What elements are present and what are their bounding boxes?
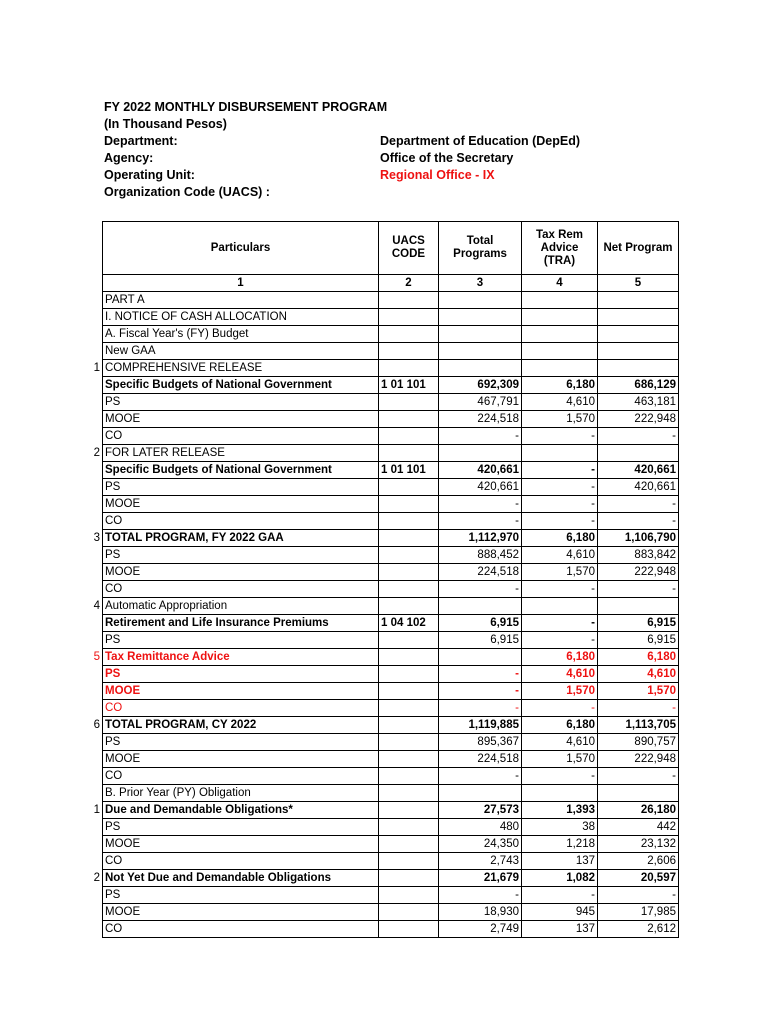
table-row <box>103 921 679 938</box>
net-program-cell: - <box>598 700 679 717</box>
tra-cell: - <box>522 513 598 530</box>
particulars-cell: B. Prior Year (PY) Obligation <box>103 785 379 802</box>
tra-cell: - <box>522 428 598 445</box>
table-row <box>103 887 679 904</box>
uacs-code-cell <box>379 734 439 751</box>
total-programs-cell: - <box>439 700 522 717</box>
particulars-cell: PS <box>103 666 379 683</box>
table-row <box>103 360 679 377</box>
tra-cell: 1,393 <box>522 802 598 819</box>
net-program-cell: 463,181 <box>598 394 679 411</box>
tra-cell: - <box>522 700 598 717</box>
tra-cell: 1,082 <box>522 870 598 887</box>
table-row <box>103 632 679 649</box>
uacs-code-cell <box>379 292 439 309</box>
document-subtitle: (In Thousand Pesos) <box>104 117 227 131</box>
tra-cell: - <box>522 496 598 513</box>
table-row <box>103 802 679 819</box>
table-row <box>103 768 679 785</box>
particulars-cell: Tax Remittance Advice <box>103 649 379 666</box>
table-row <box>103 343 679 360</box>
uacs-code-cell <box>379 326 439 343</box>
particulars-cell: PS <box>103 479 379 496</box>
uacs-code-cell <box>379 785 439 802</box>
row-number: 3 <box>93 531 100 544</box>
total-programs-cell: 21,679 <box>439 870 522 887</box>
particulars-cell: PS <box>103 547 379 564</box>
total-programs-cell <box>439 292 522 309</box>
particulars-cell: A. Fiscal Year's (FY) Budget <box>103 326 379 343</box>
uacs-code-cell <box>379 649 439 666</box>
row-number: 1 <box>93 361 100 374</box>
net-program-cell: 6,915 <box>598 632 679 649</box>
particulars-cell: PS <box>103 887 379 904</box>
net-program-cell: 222,948 <box>598 564 679 581</box>
total-programs-cell: 224,518 <box>439 564 522 581</box>
tra-cell: 1,570 <box>522 564 598 581</box>
total-programs-cell <box>439 309 522 326</box>
uacs-code-cell <box>379 343 439 360</box>
total-programs-cell: 1,119,885 <box>439 717 522 734</box>
row-number: 4 <box>93 599 100 612</box>
particulars-cell: CO <box>103 768 379 785</box>
table-row <box>103 564 679 581</box>
particulars-cell: MOOE <box>103 564 379 581</box>
net-program-cell <box>598 598 679 615</box>
particulars-cell: Automatic Appropriation <box>103 598 379 615</box>
table-row <box>103 394 679 411</box>
particulars-cell: PS <box>103 819 379 836</box>
net-program-cell: - <box>598 513 679 530</box>
uacs-code-cell <box>379 683 439 700</box>
tra-cell: - <box>522 581 598 598</box>
total-programs-cell <box>439 598 522 615</box>
uacs-code-cell: 1 01 101 <box>379 462 439 479</box>
column-header-total-programs: Total Programs <box>439 222 522 275</box>
uacs-code-cell <box>379 887 439 904</box>
total-programs-cell <box>439 785 522 802</box>
total-programs-cell: 2,749 <box>439 921 522 938</box>
document-header <box>104 99 704 201</box>
total-programs-cell: - <box>439 496 522 513</box>
net-program-cell: 2,606 <box>598 853 679 870</box>
total-programs-cell: 18,930 <box>439 904 522 921</box>
tra-cell: - <box>522 887 598 904</box>
uacs-code-cell <box>379 411 439 428</box>
total-programs-cell: 6,915 <box>439 632 522 649</box>
total-programs-cell: - <box>439 428 522 445</box>
table-row <box>103 377 679 394</box>
tra-cell <box>522 343 598 360</box>
uacs-code-cell <box>379 717 439 734</box>
column-number: 5 <box>598 275 679 292</box>
table-row <box>103 309 679 326</box>
particulars-cell: CO <box>103 581 379 598</box>
uacs-code-cell <box>379 819 439 836</box>
table-row <box>103 598 679 615</box>
net-program-cell: 222,948 <box>598 411 679 428</box>
table-row <box>103 700 679 717</box>
tra-cell: 137 <box>522 853 598 870</box>
particulars-cell: MOOE <box>103 496 379 513</box>
total-programs-cell <box>439 649 522 666</box>
total-programs-cell: - <box>439 887 522 904</box>
uacs-code-cell <box>379 904 439 921</box>
table-row <box>103 870 679 887</box>
net-program-cell: 26,180 <box>598 802 679 819</box>
tra-cell <box>522 785 598 802</box>
net-program-cell <box>598 785 679 802</box>
net-program-cell <box>598 445 679 462</box>
table-row <box>103 615 679 632</box>
tra-cell: 4,610 <box>522 666 598 683</box>
table-row <box>103 751 679 768</box>
total-programs-cell: 480 <box>439 819 522 836</box>
net-program-cell: 4,610 <box>598 666 679 683</box>
particulars-cell: PS <box>103 632 379 649</box>
particulars-cell: TOTAL PROGRAM, FY 2022 GAA <box>103 530 379 547</box>
tra-cell: 1,570 <box>522 683 598 700</box>
particulars-cell: COMPREHENSIVE RELEASE <box>103 360 379 377</box>
net-program-cell: 222,948 <box>598 751 679 768</box>
table-row <box>103 683 679 700</box>
total-programs-cell: 420,661 <box>439 479 522 496</box>
particulars-cell: PART A <box>103 292 379 309</box>
table-row <box>103 428 679 445</box>
table-row <box>103 717 679 734</box>
disbursement-table <box>102 221 679 938</box>
particulars-cell: TOTAL PROGRAM, CY 2022 <box>103 717 379 734</box>
net-program-cell: 1,570 <box>598 683 679 700</box>
particulars-cell: Specific Budgets of National Government <box>103 462 379 479</box>
net-program-cell: 686,129 <box>598 377 679 394</box>
uacs-code-cell <box>379 802 439 819</box>
tra-cell <box>522 598 598 615</box>
uacs-code-cell <box>379 853 439 870</box>
net-program-cell: 442 <box>598 819 679 836</box>
total-programs-cell: - <box>439 513 522 530</box>
uacs-code-cell <box>379 666 439 683</box>
particulars-cell: MOOE <box>103 683 379 700</box>
particulars-cell: CO <box>103 513 379 530</box>
uacs-code-cell <box>379 632 439 649</box>
row-number: 2 <box>93 446 100 459</box>
tra-cell: - <box>522 479 598 496</box>
net-program-cell <box>598 292 679 309</box>
tra-cell: 4,610 <box>522 547 598 564</box>
net-program-cell: - <box>598 887 679 904</box>
particulars-cell: Not Yet Due and Demandable Obligations <box>103 870 379 887</box>
particulars-cell: CO <box>103 853 379 870</box>
particulars-cell: MOOE <box>103 836 379 853</box>
table-row <box>103 649 679 666</box>
department-label: Department: <box>104 134 178 148</box>
uacs-code-cell <box>379 513 439 530</box>
particulars-cell: Specific Budgets of National Government <box>103 377 379 394</box>
column-header-net-program: Net Program <box>598 222 679 275</box>
particulars-cell: New GAA <box>103 343 379 360</box>
net-program-cell: - <box>598 581 679 598</box>
table-row <box>103 479 679 496</box>
net-program-cell: 420,661 <box>598 462 679 479</box>
tra-cell: - <box>522 615 598 632</box>
table-row <box>103 734 679 751</box>
uacs-code-cell <box>379 479 439 496</box>
tra-cell: 4,610 <box>522 394 598 411</box>
document-title: FY 2022 MONTHLY DISBURSEMENT PROGRAM <box>104 100 388 114</box>
uacs-code-cell <box>379 598 439 615</box>
particulars-cell: FOR LATER RELEASE <box>103 445 379 462</box>
total-programs-cell <box>439 326 522 343</box>
net-program-cell: - <box>598 428 679 445</box>
table-header-row <box>103 222 679 275</box>
net-program-cell: 2,612 <box>598 921 679 938</box>
total-programs-cell <box>439 445 522 462</box>
net-program-cell: 890,757 <box>598 734 679 751</box>
net-program-cell <box>598 326 679 343</box>
net-program-cell: 20,597 <box>598 870 679 887</box>
table-row <box>103 836 679 853</box>
operating-unit-label: Operating Unit: <box>104 168 195 182</box>
tra-cell: 6,180 <box>522 717 598 734</box>
agency-label: Agency: <box>104 151 154 165</box>
uacs-code-cell <box>379 870 439 887</box>
uacs-code-cell <box>379 547 439 564</box>
tra-cell: 4,610 <box>522 734 598 751</box>
table-row <box>103 496 679 513</box>
particulars-cell: CO <box>103 700 379 717</box>
net-program-cell: 17,985 <box>598 904 679 921</box>
net-program-cell: 1,113,705 <box>598 717 679 734</box>
particulars-cell: Due and Demandable Obligations* <box>103 802 379 819</box>
tra-cell: - <box>522 632 598 649</box>
total-programs-cell: 888,452 <box>439 547 522 564</box>
tra-cell <box>522 326 598 343</box>
total-programs-cell: 420,661 <box>439 462 522 479</box>
table-row <box>103 326 679 343</box>
total-programs-cell: - <box>439 666 522 683</box>
uacs-code-cell <box>379 445 439 462</box>
uacs-code-cell <box>379 836 439 853</box>
org-code-label: Organization Code (UACS) : <box>104 185 270 199</box>
net-program-cell: 6,180 <box>598 649 679 666</box>
table-row <box>103 853 679 870</box>
table-row <box>103 547 679 564</box>
uacs-code-cell <box>379 921 439 938</box>
tra-cell: 6,180 <box>522 530 598 547</box>
table-row <box>103 513 679 530</box>
tra-cell: 6,180 <box>522 649 598 666</box>
tra-cell <box>522 445 598 462</box>
tra-cell: 6,180 <box>522 377 598 394</box>
total-programs-cell <box>439 360 522 377</box>
net-program-cell: 1,106,790 <box>598 530 679 547</box>
net-program-cell: 420,661 <box>598 479 679 496</box>
column-number: 1 <box>103 275 379 292</box>
net-program-cell: - <box>598 496 679 513</box>
column-number: 4 <box>522 275 598 292</box>
particulars-cell: PS <box>103 734 379 751</box>
tra-cell: 38 <box>522 819 598 836</box>
total-programs-cell: - <box>439 581 522 598</box>
column-number: 3 <box>439 275 522 292</box>
net-program-cell: - <box>598 768 679 785</box>
operating-unit-value: Regional Office - IX <box>380 168 495 182</box>
net-program-cell: 6,915 <box>598 615 679 632</box>
table-row <box>103 292 679 309</box>
table-row <box>103 904 679 921</box>
uacs-code-cell <box>379 530 439 547</box>
particulars-cell: I. NOTICE OF CASH ALLOCATION <box>103 309 379 326</box>
uacs-code-cell: 1 01 101 <box>379 377 439 394</box>
total-programs-cell: 27,573 <box>439 802 522 819</box>
particulars-cell: CO <box>103 428 379 445</box>
total-programs-cell: 2,743 <box>439 853 522 870</box>
tra-cell: - <box>522 768 598 785</box>
net-program-cell <box>598 343 679 360</box>
row-number: 5 <box>93 650 100 663</box>
row-number: 2 <box>93 871 100 884</box>
particulars-cell: MOOE <box>103 751 379 768</box>
total-programs-cell <box>439 343 522 360</box>
tra-cell: 137 <box>522 921 598 938</box>
table-row <box>103 785 679 802</box>
tra-cell <box>522 309 598 326</box>
total-programs-cell: - <box>439 768 522 785</box>
tra-cell <box>522 292 598 309</box>
total-programs-cell: 224,518 <box>439 411 522 428</box>
table-row <box>103 462 679 479</box>
table-row <box>103 445 679 462</box>
total-programs-cell: 6,915 <box>439 615 522 632</box>
tra-cell: 1,570 <box>522 751 598 768</box>
particulars-cell: CO <box>103 921 379 938</box>
table-row <box>103 666 679 683</box>
tra-cell: 1,218 <box>522 836 598 853</box>
total-programs-cell: 692,309 <box>439 377 522 394</box>
table-row <box>103 581 679 598</box>
particulars-cell: PS <box>103 394 379 411</box>
particulars-cell: MOOE <box>103 411 379 428</box>
net-program-cell <box>598 360 679 377</box>
uacs-code-cell <box>379 700 439 717</box>
net-program-cell: 883,842 <box>598 547 679 564</box>
uacs-code-cell <box>379 309 439 326</box>
tra-cell <box>522 360 598 377</box>
tra-cell: - <box>522 462 598 479</box>
uacs-code-cell <box>379 751 439 768</box>
column-number-row <box>103 275 679 292</box>
net-program-cell <box>598 309 679 326</box>
particulars-cell: MOOE <box>103 904 379 921</box>
uacs-code-cell <box>379 768 439 785</box>
total-programs-cell: 1,112,970 <box>439 530 522 547</box>
particulars-cell: Retirement and Life Insurance Premiums <box>103 615 379 632</box>
total-programs-cell: 895,367 <box>439 734 522 751</box>
column-header-tra: Tax Rem Advice (TRA) <box>522 222 598 275</box>
table-row <box>103 530 679 547</box>
row-number: 6 <box>93 718 100 731</box>
uacs-code-cell <box>379 428 439 445</box>
table-row <box>103 819 679 836</box>
uacs-code-cell <box>379 581 439 598</box>
column-header-uacs-code: UACS CODE <box>379 222 439 275</box>
uacs-code-cell <box>379 496 439 513</box>
table-row <box>103 411 679 428</box>
uacs-code-cell <box>379 564 439 581</box>
uacs-code-cell <box>379 360 439 377</box>
total-programs-cell: 467,791 <box>439 394 522 411</box>
department-value: Department of Education (DepEd) <box>380 134 581 148</box>
total-programs-cell: 224,518 <box>439 751 522 768</box>
tra-cell: 1,570 <box>522 411 598 428</box>
column-header-particulars: Particulars <box>103 222 379 275</box>
total-programs-cell: - <box>439 683 522 700</box>
uacs-code-cell: 1 04 102 <box>379 615 439 632</box>
total-programs-cell: 24,350 <box>439 836 522 853</box>
net-program-cell: 23,132 <box>598 836 679 853</box>
row-number: 1 <box>93 803 100 816</box>
tra-cell: 945 <box>522 904 598 921</box>
column-number: 2 <box>379 275 439 292</box>
uacs-code-cell <box>379 394 439 411</box>
agency-value: Office of the Secretary <box>380 151 514 165</box>
